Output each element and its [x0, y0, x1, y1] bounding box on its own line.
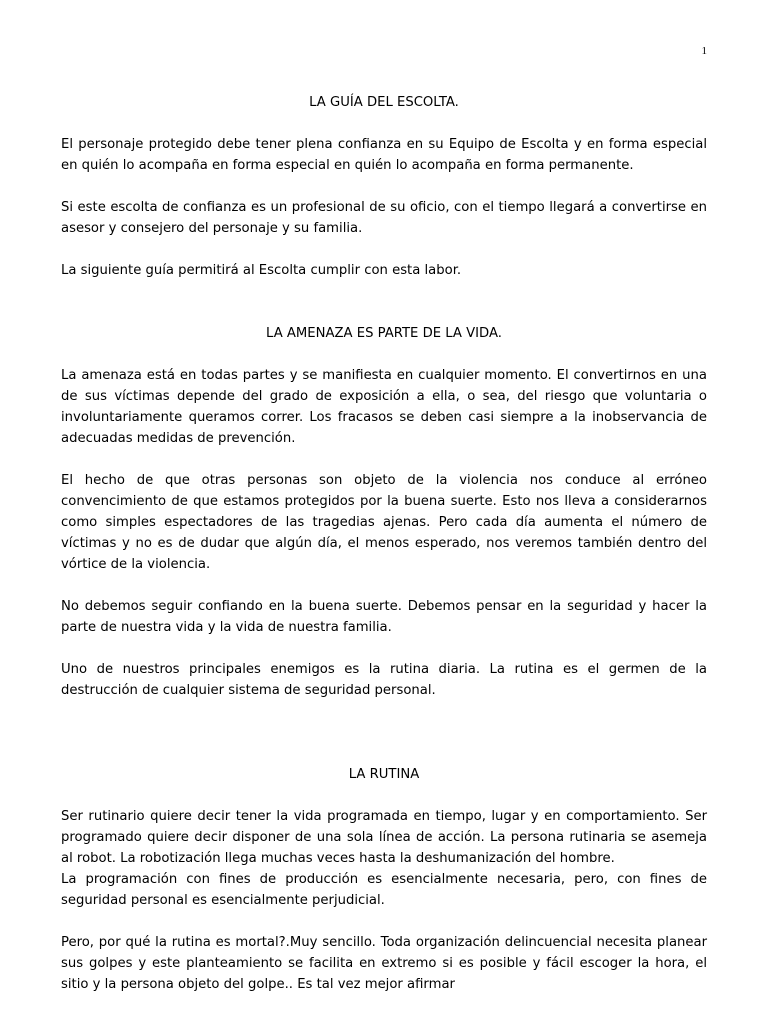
page-number: 1 — [701, 45, 707, 57]
paragraph: El personaje protegido debe tener plena confianza en su Equipo de Escolta y en forma especial en quién lo acompaña en forma especial en quién lo acompaña en forma permanente. — [61, 137, 707, 173]
paragraph: Uno de nuestros principales enemigos es la rutina diaria. La rutina es el germen de la destrucción de cualquier sistema de seguridad personal. — [61, 662, 707, 698]
paragraph: No debemos seguir confiando en la buena suerte. Debemos pensar en la seguridad y hacer la parte de nuestra vida y la vida de nuestra familia. — [61, 599, 707, 635]
paragraph: El hecho de que otras personas son objeto de la violencia nos conduce al erróneo convencimiento de que estamos protegidos por la buena suerte. Esto nos lleva a considerarnos como simples espectadores de las tragedias ajenas. Pero cada día aumenta el número de víctimas y no es de dudar que algún día, el menos esperado, nos veremos también dentro del vórtice de la violencia. — [61, 473, 707, 572]
section-title: LA RUTINA — [348, 767, 420, 782]
paragraph: La programación con fines de producción es esencialmente necesaria, pero, con fines de seguridad personal es esencialmente perjudicial. — [61, 872, 707, 908]
document-body — [61, 92, 707, 995]
paragraph: La siguiente guía permitirá al Escolta cumplir con esta labor. — [61, 263, 462, 278]
paragraph: Ser rutinario quiere decir tener la vida programada en tiempo, lugar y en comportamiento. Ser programado quiere decir disponer de una sola línea de acción. La persona rutinaria se asemeja al robot. La robotización llega muchas veces hasta la deshumanización del hombre. — [61, 809, 707, 866]
paragraph: Si este escolta de confianza es un profesional de su oficio, con el tiempo llegará a convertirse en asesor y consejero del personaje y su familia. — [61, 200, 707, 236]
paragraph: Pero, por qué la rutina es mortal?.Muy sencillo. Toda organización delincuencial necesita planear sus golpes y este planteamiento se facilita en extremo si es posible y fácil escoger la hora, el sitio y la persona objeto del golpe.. Es tal vez mejor afirmar — [61, 935, 707, 992]
section-title: LA AMENAZA ES PARTE DE LA VIDA. — [266, 326, 502, 341]
section-title: LA GUÍA DEL ESCOLTA. — [309, 95, 459, 110]
paragraph: La amenaza está en todas partes y se manifiesta en cualquier momento. El convertirnos en una de sus víctimas depende del grado de exposición a ella, o sea, del riesgo que voluntaria o involuntariamente queramos correr. Los fracasos se deben casi siempre a la inobservancia de adecuadas medidas de prevención. — [61, 368, 707, 446]
